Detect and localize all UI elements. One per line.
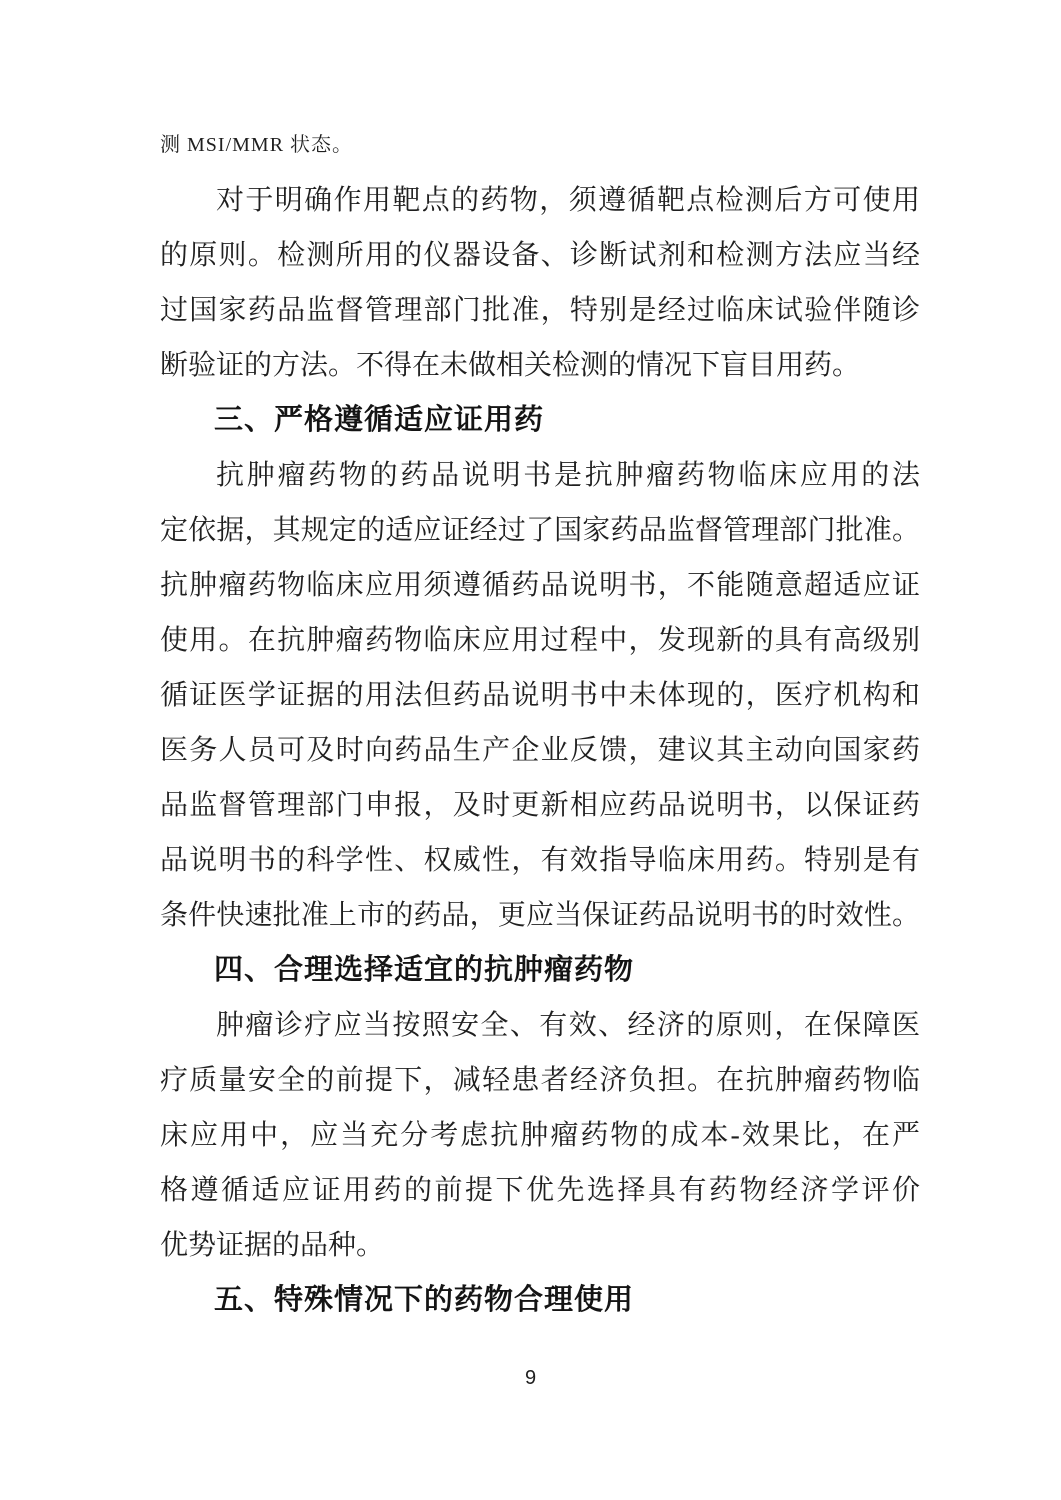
- paragraph-drug-selection: [160, 998, 920, 1273]
- paragraph-line: 品监督管理部门申报，及时更新相应药品说明书，以保证药: [160, 790, 920, 821]
- paragraph-line: 格遵循适应证用药的前提下优先选择具有药物经济学评价: [160, 1175, 920, 1206]
- paragraph-line: 抗肿瘤药物的药品说明书是抗肿瘤药物临床应用的法: [216, 460, 920, 491]
- paragraph-target-detection: [160, 173, 920, 393]
- paragraph-line: 肿瘤诊疗应当按照安全、有效、经济的原则，在保障医: [216, 1010, 920, 1041]
- paragraph-line: 断验证的方法。不得在未做相关检测的情况下盲目用药。: [160, 350, 861, 381]
- paragraph-line: 疗质量安全的前提下，减轻患者经济负担。在抗肿瘤药物临: [160, 1065, 920, 1096]
- paragraph-line: 条件快速批准上市的药品，更应当保证药品说明书的时效性。: [160, 900, 920, 931]
- section-heading-4: 四、合理选择适宜的抗肿瘤药物: [214, 954, 635, 986]
- text-column: [160, 130, 920, 1328]
- section-heading-5: 五、特殊情况下的药物合理使用: [214, 1284, 635, 1316]
- section-heading-3: 三、严格遵循适应证用药: [214, 404, 545, 436]
- paragraph-indications: [160, 448, 920, 943]
- paragraph-line: 的原则。检测所用的仪器设备、诊断试剂和检测方法应当经: [160, 240, 920, 271]
- page-number: 9: [524, 1367, 537, 1389]
- paragraph-line: 对于明确作用靶点的药物，须遵循靶点检测后方可使用: [216, 185, 920, 216]
- document-body: [160, 173, 920, 1328]
- paragraph-line: 品说明书的科学性、权威性，有效指导临床用药。特别是有: [160, 845, 920, 876]
- paragraph-line: 医务人员可及时向药品生产企业反馈，建议其主动向国家药: [160, 735, 920, 766]
- carryover-line: 测 MSI/MMR 状态。: [160, 134, 354, 156]
- paragraph-line: 定依据，其规定的适应证经过了国家药品监督管理部门批准。: [160, 515, 920, 546]
- paragraph-line: 使用。在抗肿瘤药物临床应用过程中，发现新的具有高级别: [160, 625, 920, 656]
- paragraph-line: 过国家药品监督管理部门批准，特别是经过临床试验伴随诊: [160, 295, 920, 326]
- paragraph-line: 抗肿瘤药物临床应用须遵循药品说明书，不能随意超适应证: [160, 570, 920, 601]
- paragraph-line: 床应用中，应当充分考虑抗肿瘤药物的成本-效果比，在严: [160, 1120, 920, 1151]
- paragraph-line: 优势证据的品种。: [160, 1230, 385, 1261]
- paragraph-line: 循证医学证据的用法但药品说明书中未体现的，医疗机构和: [160, 680, 920, 711]
